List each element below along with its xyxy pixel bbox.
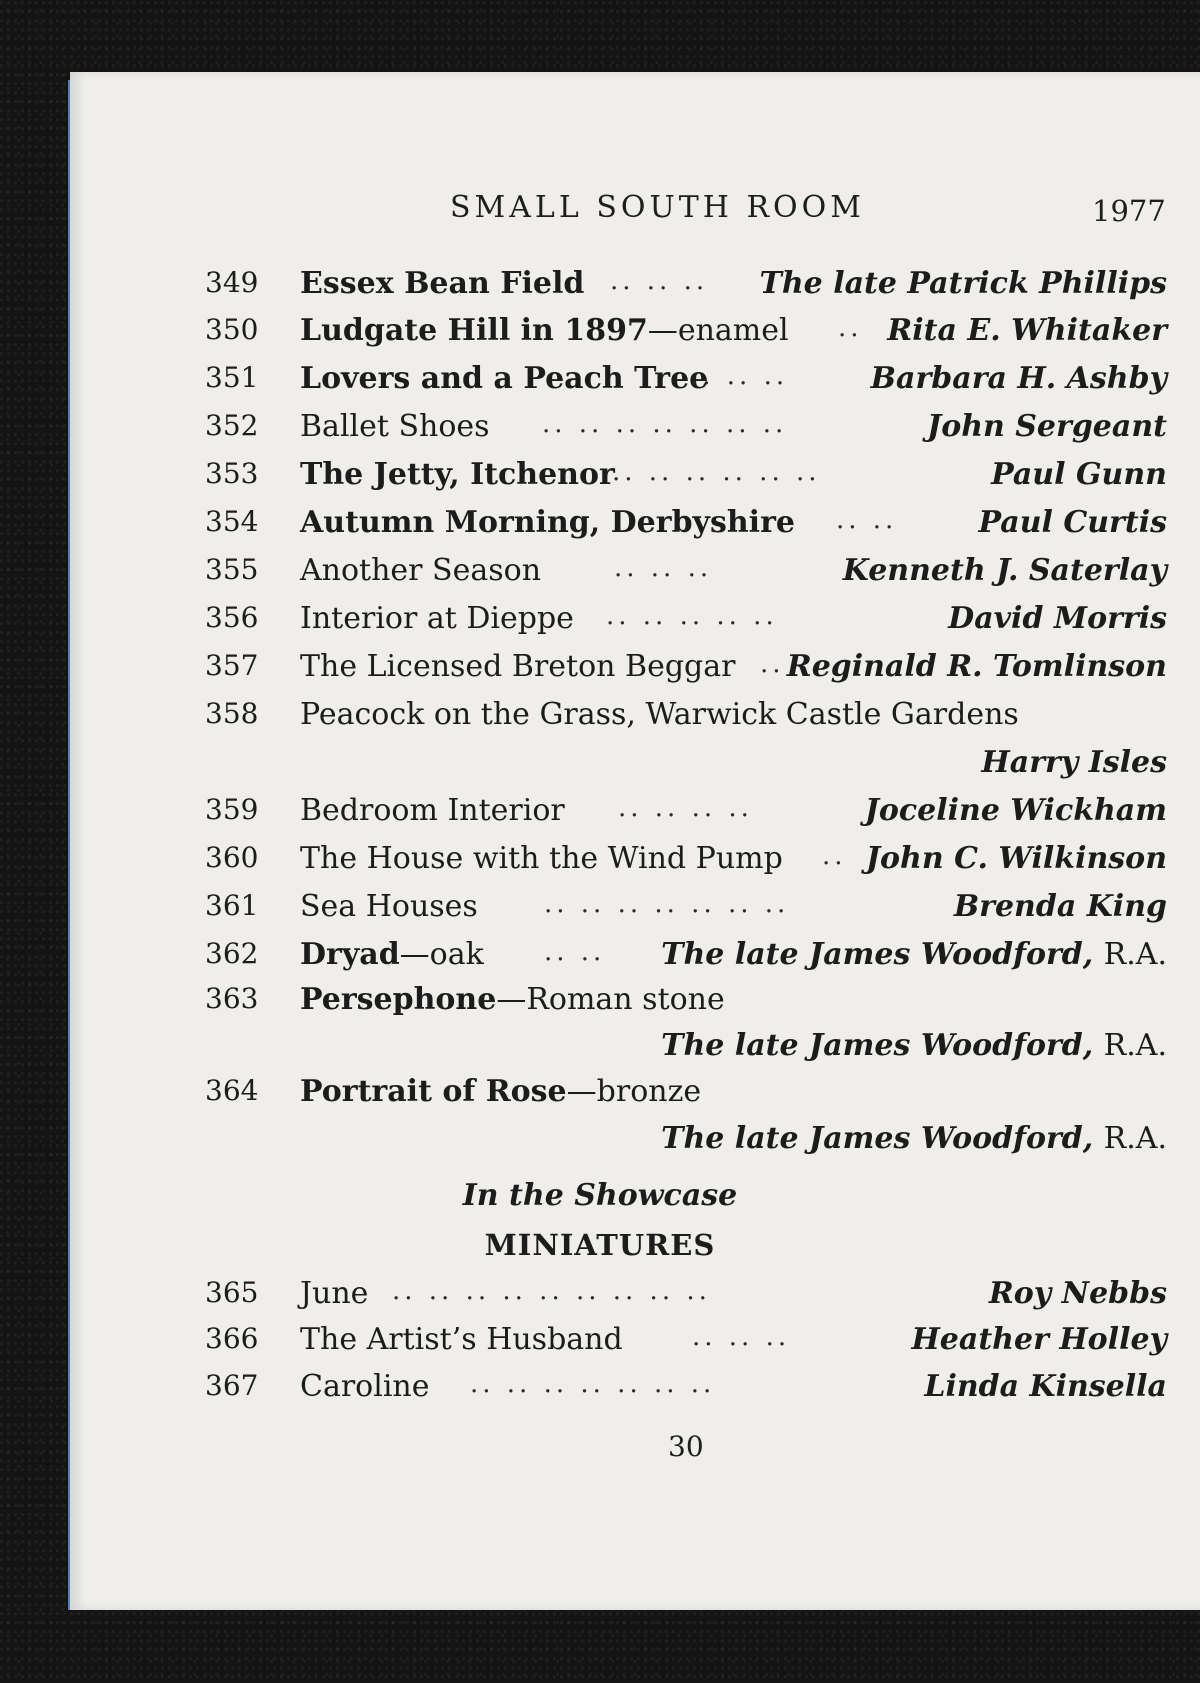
entry-number: 350 <box>205 313 259 346</box>
showcase-caption: In the Showcase <box>462 1178 738 1213</box>
entry-title: Lovers and a Peach Tree <box>300 361 709 396</box>
artist-honour: R.A. <box>1103 937 1167 972</box>
entry-number: 354 <box>205 505 259 538</box>
entry-title: Essex Bean Field <box>300 266 585 301</box>
entry-number: 356 <box>205 601 259 634</box>
entry-number: 352 <box>205 409 259 442</box>
entry-artist: The late James Woodford, <box>661 1028 1094 1063</box>
entry-title: Sea Houses <box>300 889 478 924</box>
catalogue-entry <box>0 313 1200 357</box>
entry-artist: Barbara H. Ashby <box>870 361 1167 396</box>
catalogue-entry <box>0 505 1200 549</box>
entry-number: 360 <box>205 841 259 874</box>
catalogue-entry-continued <box>0 1121 1200 1165</box>
entry-artist: The late James Woodford, <box>661 1121 1094 1156</box>
entry-artist: John C. Wilkinson <box>865 841 1167 876</box>
entry-title: Autumn Morning, Derbyshire <box>300 505 795 540</box>
entry-title: Caroline <box>300 1369 430 1404</box>
entry-medium: —oak <box>399 937 484 972</box>
page-number: 30 <box>668 1430 704 1463</box>
entry-artist-wrap <box>661 1028 1167 1063</box>
entry-title: Another Season <box>300 553 542 588</box>
entry-title: The House with the Wind Pump <box>300 841 783 876</box>
entry-title: The Licensed Breton Beggar <box>300 649 736 684</box>
leader-dots: .. <box>822 841 847 871</box>
entry-artist: David Morris <box>948 601 1167 636</box>
entry-artist: Rita E. Whitaker <box>887 313 1167 348</box>
entry-artist: Harry Isles <box>981 745 1167 780</box>
leader-dots: .. .. <box>544 937 606 967</box>
leader-dots: .. <box>838 313 863 343</box>
entry-title: Bedroom Interior <box>300 793 565 828</box>
entry-artist: Linda Kinsella <box>924 1369 1167 1404</box>
artist-honour: R.A. <box>1103 1028 1167 1063</box>
leader-dots: .. <box>760 649 785 679</box>
leader-dots: .. .. .. <box>692 1322 791 1352</box>
catalogue-entry <box>0 841 1200 885</box>
entry-number: 353 <box>205 457 259 490</box>
entry-artist: The late Patrick Phillips <box>759 266 1167 301</box>
leader-dots: .. .. .. .. .. .. .. <box>542 409 788 439</box>
entry-number: 357 <box>205 649 259 682</box>
leader-dots: .. .. .. .. .. .. <box>612 457 821 487</box>
entry-title: Interior at Dieppe <box>300 601 574 636</box>
entry-title: The Jetty, Itchenor <box>300 457 615 492</box>
leader-dots: .. .. .. .. .. .. .. <box>544 889 790 919</box>
leader-dots: .. .. .. <box>690 361 789 391</box>
leader-dots: .. .. .. <box>610 266 709 296</box>
catalogue-entry <box>0 601 1200 645</box>
entry-title: Dryad <box>300 937 400 972</box>
entry-artist: Heather Holley <box>911 1322 1167 1357</box>
entry-artist-wrap <box>661 1121 1167 1156</box>
leader-dots: .. .. <box>836 505 898 535</box>
catalogue-entry <box>0 937 1200 981</box>
entry-title: Portrait of Rose <box>300 1074 567 1109</box>
entry-title: Peacock on the Grass, Warwick Castle Gardens <box>300 697 1019 732</box>
entry-number: 351 <box>205 361 259 394</box>
entry-number: 349 <box>205 266 259 299</box>
catalogue-entry <box>0 1369 1200 1413</box>
catalogue-entry <box>0 457 1200 501</box>
catalogue-entry <box>0 793 1200 837</box>
entry-number: 366 <box>205 1322 259 1355</box>
entry-artist: The late James Woodford, <box>661 937 1094 972</box>
catalogue-entry-continued <box>0 1028 1200 1072</box>
entry-artist: Roy Nebbs <box>988 1276 1167 1311</box>
leader-dots: .. .. .. <box>614 553 713 583</box>
room-title: SMALL SOUTH ROOM <box>450 190 865 225</box>
entry-artist: John Sergeant <box>927 409 1167 444</box>
entry-artist: Reginald R. Tomlinson <box>786 649 1167 684</box>
catalogue-entry <box>0 409 1200 453</box>
entry-title-wrap <box>300 1074 701 1109</box>
entry-title: Ballet Shoes <box>300 409 490 444</box>
catalogue-entry <box>0 982 1200 1026</box>
entry-number: 365 <box>205 1276 259 1309</box>
catalogue-entry <box>0 1074 1200 1118</box>
entry-title: June <box>300 1276 369 1311</box>
catalogue-year: 1977 <box>1092 194 1166 228</box>
entry-number: 361 <box>205 889 259 922</box>
entry-artist-wrap <box>661 937 1167 972</box>
entry-artist: Brenda King <box>953 889 1167 924</box>
entry-title-wrap <box>300 313 789 348</box>
entry-title: Persephone <box>300 982 497 1017</box>
running-head <box>0 190 1200 230</box>
leader-dots: .. .. .. .. .. <box>606 601 778 631</box>
entry-medium: —bronze <box>566 1074 702 1109</box>
miniatures-heading: MINIATURES <box>484 1228 716 1262</box>
entry-title-wrap <box>300 937 484 972</box>
entry-artist: Joceline Wickham <box>864 793 1167 828</box>
entry-artist: Kenneth J. Saterlay <box>842 553 1167 588</box>
catalogue-entry <box>0 649 1200 693</box>
entry-number: 358 <box>205 697 259 730</box>
leader-dots: .. .. .. .. <box>618 793 753 823</box>
entry-title: Ludgate Hill in 1897 <box>300 313 648 348</box>
entry-artist: Paul Curtis <box>978 505 1167 540</box>
entry-medium: —enamel <box>647 313 789 348</box>
catalogue-entry-continued <box>0 745 1200 789</box>
catalogue-entry <box>0 361 1200 405</box>
leader-dots: .. .. .. .. .. .. .. .. .. <box>392 1276 711 1306</box>
leader-dots: .. .. .. .. .. .. .. <box>470 1369 716 1399</box>
catalogue-entry <box>0 889 1200 933</box>
entry-number: 364 <box>205 1074 259 1107</box>
catalogue-entry <box>0 1322 1200 1366</box>
catalogue-entry <box>0 1276 1200 1320</box>
catalogue-entry <box>0 266 1200 310</box>
entry-number: 355 <box>205 553 259 586</box>
entry-number: 363 <box>205 982 259 1015</box>
entry-title-wrap <box>300 982 725 1017</box>
entry-medium: —Roman stone <box>496 982 725 1017</box>
entry-number: 367 <box>205 1369 259 1402</box>
catalogue-entry <box>0 553 1200 597</box>
entry-number: 362 <box>205 937 259 970</box>
entry-title: The Artist’s Husband <box>300 1322 623 1357</box>
catalogue-entry <box>0 697 1200 741</box>
artist-honour: R.A. <box>1103 1121 1167 1156</box>
entry-artist: Paul Gunn <box>991 457 1167 492</box>
entry-number: 359 <box>205 793 259 826</box>
